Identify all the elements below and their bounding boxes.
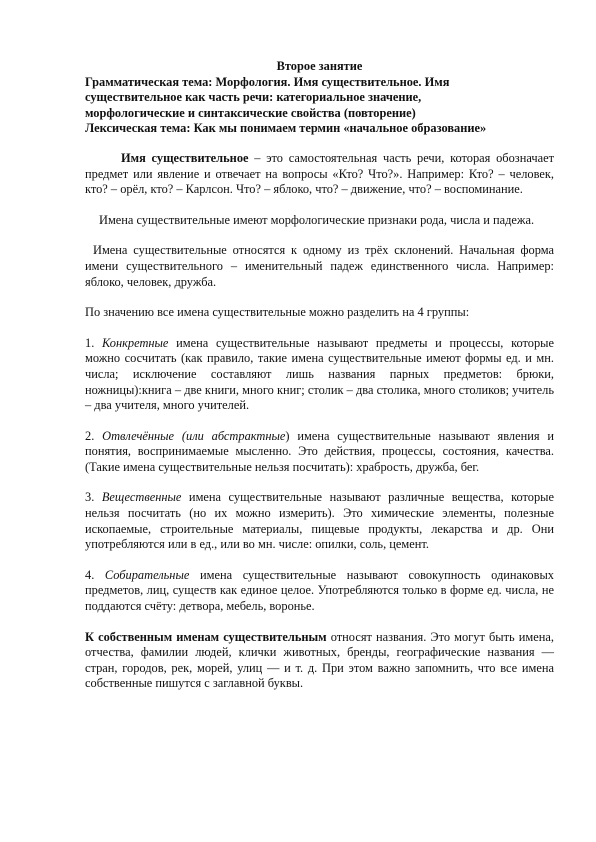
group-text: имена существительные называют различные вещества, которые нельзя посчитать (но их можно измерить). Это химические элементы, полезные ископаемые, строительные материалы, пищевые продукты, лекарства и др. Они употребляются или в ед., или во мн. числе: опилки, соль, цемент. [85, 490, 554, 552]
groups-intro: По значению все имена существительные можно разделить на 4 группы: [85, 305, 470, 320]
header-line: Лексическая тема: Как мы понимаем термин «начальное образование» [85, 121, 487, 136]
proper-nouns-term: К собственным именам существительным [85, 629, 327, 644]
definition-text: – это самостоятельная часть речи, которая обозначает предмет или явление и отвечает на вопросы «Кто? Что?». Например: Кто? – человек, кто? – орёл, кто? – Карлсон. Что? – яблоко, что? – движение, что? – воспоминание. [85, 150, 554, 197]
group-abstract [85, 429, 554, 476]
header-line: существительное как часть речи: категориальное значение, [85, 90, 422, 105]
group-term: Конкретные [102, 335, 169, 350]
group-number: 2. [85, 428, 103, 443]
definition-term: Имя существительное [121, 150, 249, 165]
group-number: 1. [85, 335, 103, 350]
features-paragraph: Имена существительные имеют морфологические признаки рода, числа и падежа. [99, 212, 535, 227]
group-text: имена существительные называют предметы и процессы, которые можно сосчитать (как правило, такие имена существительные имеют формы ед. и мн. числа; исключение составляют лишь названия парных предметов: брюки, ножницы):книга – две книги, много книг; столик – два столика, много столиков; учитель – два учителя, много учителей. [85, 335, 555, 413]
definition-paragraph [85, 151, 554, 198]
proper-nouns-paragraph [85, 630, 554, 692]
group-text: ) имена существительные называют явления и понятия, воспринимаемые мысленно. Это действия, процессы, состояния, качества. (Такие имена существительные нельзя посчитать): храбрость, дружба, бег. [85, 428, 555, 474]
group-term: Отвлечённые (или абстрактные [102, 428, 286, 443]
group-material [85, 490, 554, 552]
group-term: Собирательные [104, 567, 190, 582]
declension-paragraph: Имена существительные относятся к одному из трёх склонений. Начальная форма имени существительного – именительный падеж единственного числа. Например: яблоко, человек, дружба. [85, 243, 554, 289]
proper-nouns-text: относят названия. Это могут быть имена, отчества, фамилии людей, клички животных, бренды, географические названия — стран, городов, рек, морей, улиц — и т. д. При этом важно запомнить, что все имена собственные пишутся с заглавной буквы. [85, 629, 554, 691]
group-concrete [85, 336, 554, 414]
document-body [85, 59, 554, 692]
group-number: 4. [85, 567, 105, 582]
lesson-title: Второе занятие [276, 59, 363, 73]
header-line: Грамматическая тема: Морфология. Имя существительное. Имя [85, 74, 450, 89]
header-line: морфологические и синтаксические свойства (повторение) [85, 105, 416, 120]
group-term: Вещественные [101, 490, 182, 505]
group-text: имена существительные называют совокупность одинаковых предметов, лиц, существ как единое целое. Употребляются только в форме ед. числа, не поддаются счёту: детвора, мебель, воронье. [85, 567, 554, 614]
group-number: 3. [85, 490, 102, 505]
group-collective [85, 568, 554, 615]
